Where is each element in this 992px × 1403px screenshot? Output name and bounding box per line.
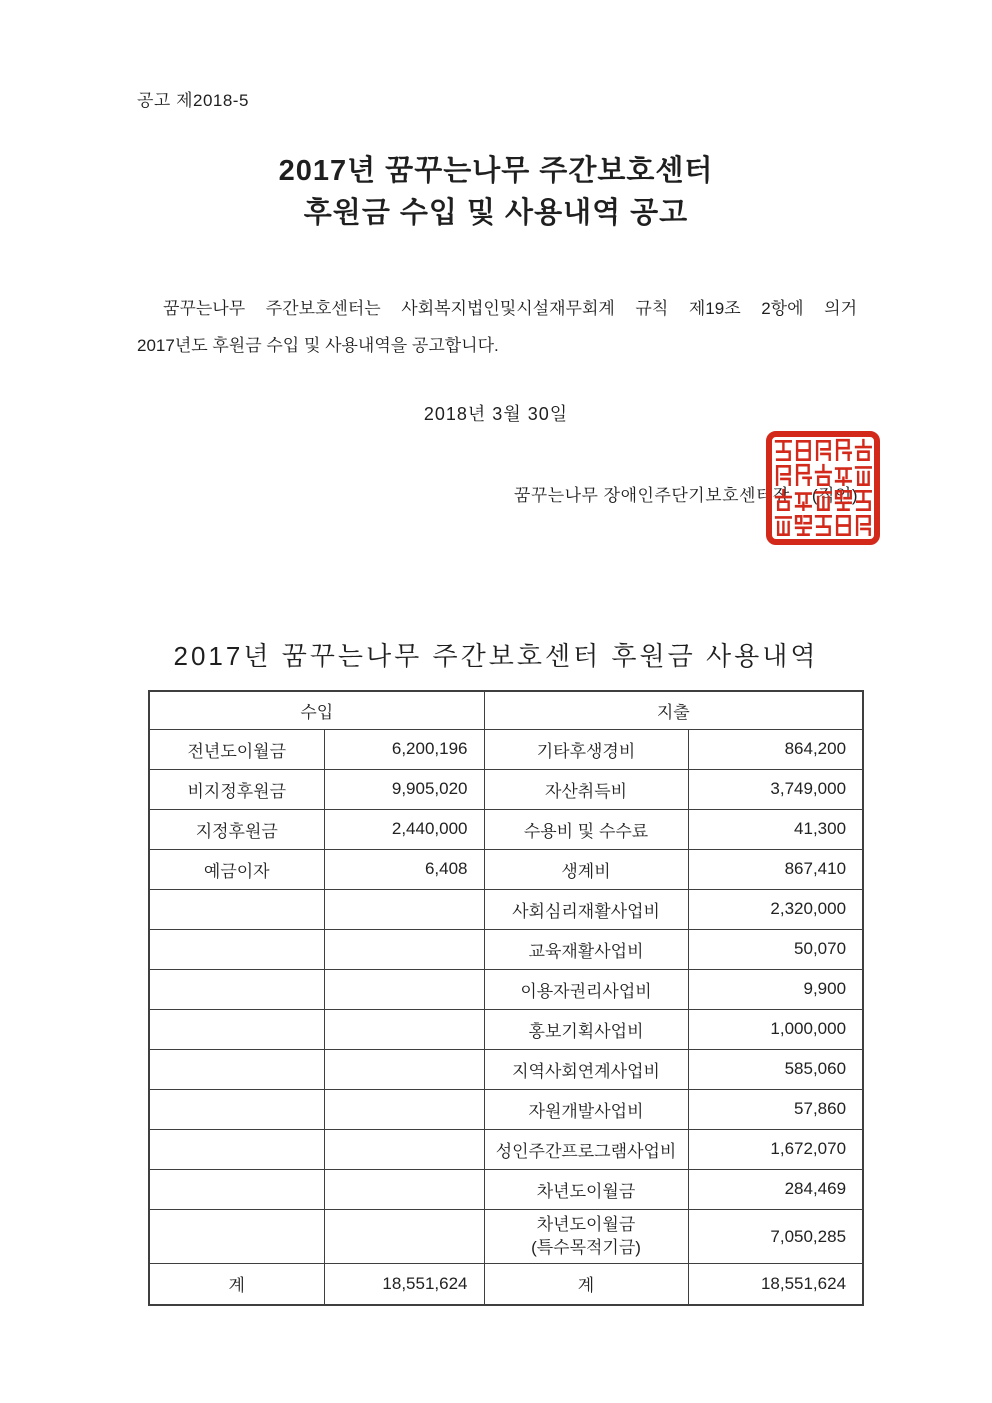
table-row (149, 1129, 863, 1169)
income-amount (324, 969, 484, 1009)
income-amount: 6,200,196 (324, 729, 484, 769)
income-item (149, 1009, 324, 1049)
table-row (149, 1169, 863, 1209)
expense-amount: 9,900 (688, 969, 863, 1009)
expense-item: 홍보기획사업비 (484, 1009, 688, 1049)
income-amount: 2,440,000 (324, 809, 484, 849)
income-item (149, 889, 324, 929)
signer-title: 꿈꾸는나무 장애인주단기보호센터장 (513, 486, 790, 505)
income-item: 지정후원금 (149, 809, 324, 849)
income-item (149, 1049, 324, 1089)
expense-item: 생계비 (484, 849, 688, 889)
seal-note: (직인) (811, 486, 858, 505)
table-row (149, 1089, 863, 1129)
table-row (149, 929, 863, 969)
income-total-amount: 18,551,624 (324, 1263, 484, 1305)
table-row (149, 1049, 863, 1089)
expense-amount: 585,060 (688, 1049, 863, 1089)
income-item (149, 929, 324, 969)
expense-amount: 864,200 (688, 729, 863, 769)
income-item: 전년도이월금 (149, 729, 324, 769)
expense-header: 지출 (484, 691, 863, 729)
expense-item: 자산취득비 (484, 769, 688, 809)
income-item: 비지정후원금 (149, 769, 324, 809)
income-header: 수입 (149, 691, 484, 729)
income-item: 예금이자 (149, 849, 324, 889)
income-item (149, 1129, 324, 1169)
expense-item: 성인주간프로그램사업비 (484, 1129, 688, 1169)
document-title (0, 150, 992, 234)
expense-item-line2: (특수목적기금) (531, 1238, 641, 1257)
document-title-line1: 2017년 꿈꾸는나무 주간보호센터 (278, 155, 714, 187)
income-amount: 6,408 (324, 849, 484, 889)
expense-amount: 1,000,000 (688, 1009, 863, 1049)
table-row (149, 849, 863, 889)
income-item (149, 1209, 324, 1263)
income-amount: 9,905,020 (324, 769, 484, 809)
expense-item (484, 1209, 688, 1263)
expense-item: 자원개발사업비 (484, 1089, 688, 1129)
expense-amount: 1,672,070 (688, 1129, 863, 1169)
body-paragraph-line1: 꿈꾸는나무 주간보호센터는 사회복지법인및시설재무회계 규칙 제19조 2항에 의거 (163, 299, 857, 318)
income-amount (324, 1009, 484, 1049)
income-amount (324, 1129, 484, 1169)
expense-amount: 867,410 (688, 849, 863, 889)
body-paragraph-line2: 2017년도 후원금 수입 및 사용내역을 공고합니다. (137, 336, 499, 355)
donation-ledger-table (148, 690, 864, 1306)
table-row (149, 1209, 863, 1263)
table-row (149, 769, 863, 809)
income-amount (324, 1209, 484, 1263)
table-row (149, 1009, 863, 1049)
income-amount (324, 889, 484, 929)
income-item (149, 1169, 324, 1209)
income-amount (324, 1049, 484, 1089)
expense-amount: 41,300 (688, 809, 863, 849)
expense-item: 교육재활사업비 (484, 929, 688, 969)
table-row (149, 729, 863, 769)
expense-total-label: 계 (484, 1263, 688, 1305)
income-amount (324, 1169, 484, 1209)
expense-item-line1: 차년도이월금 (536, 1215, 636, 1234)
body-paragraph (137, 290, 857, 364)
income-amount (324, 929, 484, 969)
expense-amount: 50,070 (688, 929, 863, 969)
expense-item: 이용자권리사업비 (484, 969, 688, 1009)
income-amount (324, 1089, 484, 1129)
income-item (149, 1089, 324, 1129)
table-section-title: 2017년 꿈꾸는나무 주간보호센터 후원금 사용내역 (173, 641, 819, 671)
expense-amount: 57,860 (688, 1089, 863, 1129)
table-row (149, 969, 863, 1009)
expense-item: 사회심리재활사업비 (484, 889, 688, 929)
official-seal-stamp-icon (765, 430, 881, 546)
announcement-date: 2018년 3월 30일 (423, 404, 569, 424)
expense-amount: 3,749,000 (688, 769, 863, 809)
expense-item: 차년도이월금 (484, 1169, 688, 1209)
expense-amount: 2,320,000 (688, 889, 863, 929)
income-total-label: 계 (149, 1263, 324, 1305)
expense-amount: 7,050,285 (688, 1209, 863, 1263)
notice-number: 공고 제2018-5 (137, 91, 249, 110)
expense-total-amount: 18,551,624 (688, 1263, 863, 1305)
document-title-line2: 후원금 수입 및 사용내역 공고 (303, 197, 689, 229)
table-header-row (149, 691, 863, 729)
table-row (149, 809, 863, 849)
income-item (149, 969, 324, 1009)
expense-item: 지역사회연계사업비 (484, 1049, 688, 1089)
expense-amount: 284,469 (688, 1169, 863, 1209)
table-row (149, 889, 863, 929)
table-total-row (149, 1263, 863, 1305)
expense-item: 기타후생경비 (484, 729, 688, 769)
expense-item: 수용비 및 수수료 (484, 809, 688, 849)
